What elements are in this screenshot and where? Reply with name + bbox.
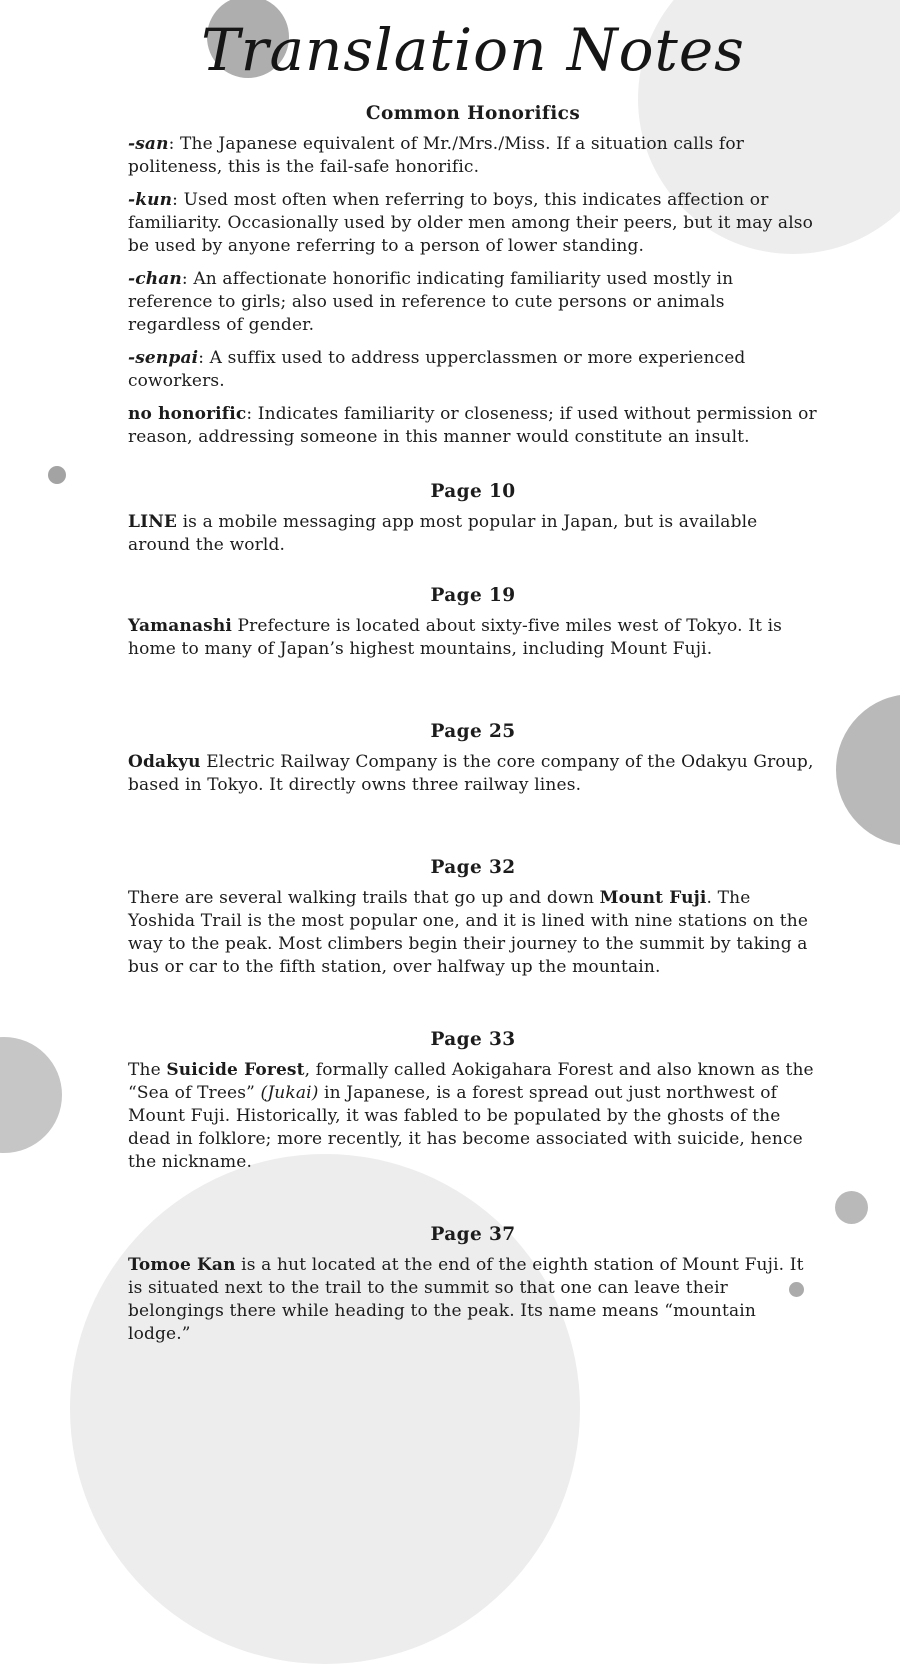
honorific-definition: : A suffix used to address upperclassmen or more experienced coworkers. xyxy=(128,347,746,391)
note-body xyxy=(128,887,818,979)
note-segment: . The Yoshida Trail is the most popular one, and it is lined with nine stations on the way to the peak. Most climbers begin their journey to the summit by taking a bus or car to the fifth station, over halfway up the mountain. xyxy=(128,887,809,977)
note-segment: There are several walking trails that go up and down xyxy=(128,887,600,908)
honorific-definition: : An affectionate honorific indicating familiarity used mostly in reference to girls; also used in reference to cute persons or animals regardless of gender. xyxy=(128,268,734,335)
note-heading: Page 10 xyxy=(430,480,516,502)
honorific-definition: : Indicates familiarity or closeness; if used without permission or reason, addressing someone in this manner would constitute an insult. xyxy=(128,403,817,447)
note-body xyxy=(128,1059,818,1174)
honorific-term: -chan xyxy=(128,268,182,289)
common-honorifics-heading: Common Honorifics xyxy=(365,102,581,124)
note-page-37 xyxy=(128,1224,818,1346)
note-segment: Yamanashi xyxy=(128,615,232,636)
honorific-entry-no-honorific xyxy=(128,403,818,449)
note-body xyxy=(128,751,818,797)
honorific-term: no honorific xyxy=(128,403,247,424)
note-segment: Suicide Forest xyxy=(166,1059,305,1080)
honorific-entry-kun xyxy=(128,189,818,258)
note-heading: Page 37 xyxy=(430,1223,516,1245)
honorific-definition: : The Japanese equivalent of Mr./Mrs./Miss. If a situation calls for politeness, this is the fail-safe honorific. xyxy=(128,133,745,177)
honorific-entry-senpai xyxy=(128,347,818,393)
note-heading: Page 32 xyxy=(430,856,516,878)
honorific-term: -san xyxy=(128,133,169,154)
note-segment: Tomoe Kan xyxy=(128,1254,236,1275)
note-segment: Electric Railway Company is the core company of the Odakyu Group, based in Tokyo. It directly owns three railway lines. xyxy=(128,751,814,795)
note-segment: Mount Fuji xyxy=(599,887,707,908)
honorific-definition: : Used most often when referring to boys, this indicates affection or familiarity. Occasionally used by older men among their peers, but it may also be used by anyone referring to a person of lower standing. xyxy=(128,189,814,256)
note-segment: Prefecture is located about sixty-five miles west of Tokyo. It is home to many of Japan’s highest mountains, including Mount Fuji. xyxy=(128,615,783,659)
note-heading: Page 19 xyxy=(430,584,516,606)
note-segment: Odakyu xyxy=(128,751,201,772)
honorific-entry-san xyxy=(128,133,818,179)
note-heading: Page 33 xyxy=(430,1028,516,1050)
note-segment: LINE xyxy=(128,511,178,532)
note-page-33 xyxy=(128,1029,818,1174)
section-common-honorifics xyxy=(128,103,818,449)
note-body xyxy=(128,1254,818,1346)
page-title: Translation Notes xyxy=(201,16,745,84)
note-body xyxy=(128,615,818,661)
note-segment: (Jukai) xyxy=(260,1082,319,1103)
honorific-term: -kun xyxy=(128,189,173,210)
note-page-25 xyxy=(128,721,818,797)
translation-notes-page xyxy=(0,14,900,1346)
note-page-32 xyxy=(128,857,818,979)
note-segment: is a mobile messaging app most popular in Japan, but is available around the world. xyxy=(128,511,758,555)
honorific-term: -senpai xyxy=(128,347,199,368)
note-page-19 xyxy=(128,585,818,661)
note-heading: Page 25 xyxy=(430,720,516,742)
note-segment: in Japanese, is a forest spread out just northwest of Mount Fuji. Historically, it was fabled to be populated by the ghosts of the dead in folklore; more recently, it has become associated with suicide, hence the nickname. xyxy=(128,1082,803,1172)
honorific-entry-chan xyxy=(128,268,818,337)
note-segment: is a hut located at the end of the eighth station of Mount Fuji. It is situated next to the trail to the summit so that one can leave their belongings there while heading to the peak. Its name means “mountain lodge.” xyxy=(128,1254,804,1344)
note-segment: The xyxy=(128,1059,167,1080)
note-body xyxy=(128,511,818,557)
note-page-10 xyxy=(128,481,818,557)
note-segment: , formally called Aokigahara Forest and also known as the “Sea of Trees” xyxy=(128,1059,814,1103)
